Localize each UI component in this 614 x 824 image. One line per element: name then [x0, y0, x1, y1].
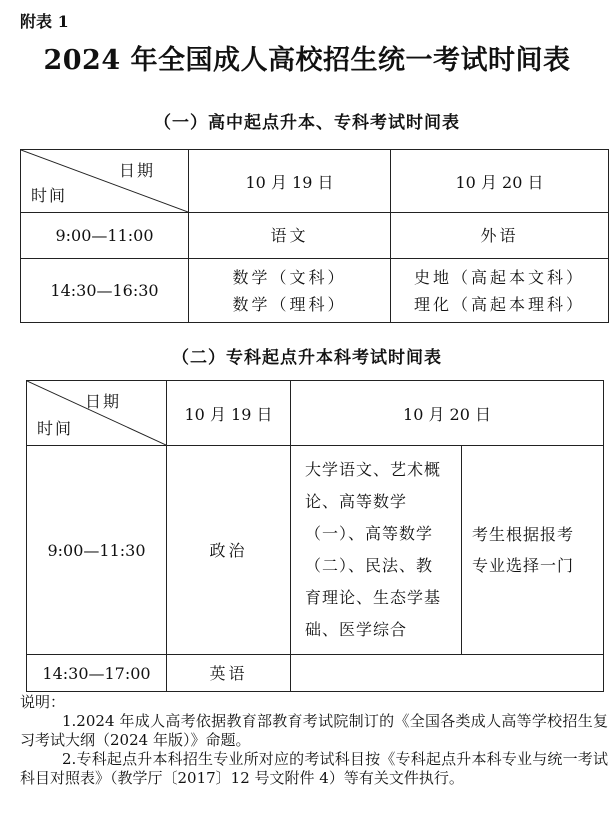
date-header: 10 月 19 日 — [189, 150, 391, 213]
subject-line: 数学（文科） — [232, 267, 347, 287]
subject-line: 史地（高起本文科） — [413, 267, 585, 287]
subject-line: （二）、民法、教 — [305, 556, 434, 575]
time-cell: 9:00—11:30 — [27, 446, 167, 655]
subject-cell: 外语 — [391, 213, 609, 259]
corner-time-label: 时间 — [37, 419, 74, 438]
note-item: 1.2024 年成人高考依据教育部教育考试院制订的《全国各类成人高等学校招生复习考试大纲（2024 年版）》命题。 — [20, 712, 608, 749]
time-cell: 14:30—16:30 — [21, 259, 189, 323]
notes-heading: 说明： — [20, 693, 66, 711]
notes-block — [20, 693, 608, 788]
section2-title: （二）专科起点升本科考试时间表 — [172, 348, 442, 368]
note-line: 专业选择一门 — [472, 556, 575, 575]
subject-line: 育理论、生态学基 — [305, 588, 442, 607]
date-header: 10 月 20 日 — [391, 150, 609, 213]
subject-line: 理化（高起本理科） — [413, 294, 585, 314]
empty-cell — [291, 655, 604, 692]
subject-cell: 英语 — [167, 655, 291, 692]
subject-line: （一）、高等数学 — [305, 524, 434, 543]
annex-label: 附表 1 — [20, 12, 69, 31]
note-item: 2.专科起点升本科招生专业所对应的考试科目按《专科起点升本科专业与统一考试科目对照表》（教学厅〔2017〕12 号文附件 4）等有关文件执行。 — [20, 750, 608, 787]
subject-line: 数学（理科） — [232, 294, 347, 314]
subject-line: 础、医学综合 — [305, 620, 408, 639]
diagonal-header-cell — [21, 150, 189, 213]
time-cell: 14:30—17:00 — [27, 655, 167, 692]
corner-time-label: 时间 — [31, 186, 68, 205]
corner-date-label: 日期 — [119, 161, 156, 180]
subject-cell — [189, 259, 391, 323]
corner-date-label: 日期 — [85, 392, 122, 411]
subject-list-cell — [291, 446, 462, 655]
subject-cell — [391, 259, 609, 323]
section1-title: （一）高中起点升本、专科考试时间表 — [154, 113, 460, 133]
choice-note-cell — [462, 446, 604, 655]
subject-line: 论、高等数学 — [305, 492, 408, 511]
subject-cell: 语文 — [189, 213, 391, 259]
schedule-table-2 — [26, 380, 604, 692]
subject-line: 大学语文、艺术概 — [305, 460, 442, 479]
note-line: 考生根据报考 — [472, 525, 575, 544]
subject-cell: 政治 — [167, 446, 291, 655]
time-cell: 9:00—11:00 — [21, 213, 189, 259]
date-header: 10 月 19 日 — [167, 381, 291, 446]
diagonal-header-cell — [27, 381, 167, 446]
date-header: 10 月 20 日 — [291, 381, 604, 446]
schedule-table-1 — [20, 149, 609, 323]
page-title: 2024 年全国成人高校招生统一考试时间表 — [43, 45, 571, 76]
